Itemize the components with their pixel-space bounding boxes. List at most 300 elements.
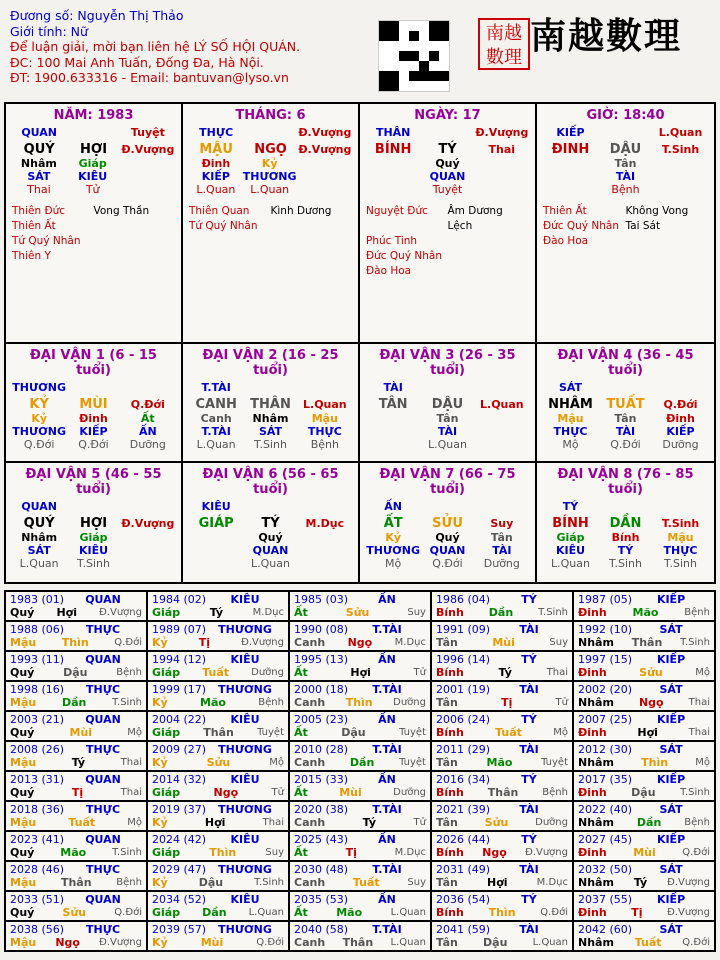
hidden-item: Tuyệt (432, 183, 463, 196)
year-god: THỰC (86, 683, 121, 696)
dv-phase: Q.Đới (663, 398, 698, 411)
dv-hidden-row (543, 438, 708, 451)
year-branch: Mùi (633, 846, 656, 859)
dai-van-3 (537, 344, 714, 461)
hidden-item: Thai (27, 183, 51, 196)
pillar-3 (537, 104, 714, 342)
year-label: 2031 (49) (436, 863, 491, 876)
star: Kình Dương (270, 205, 332, 217)
star: Đào Hoa (366, 265, 412, 277)
year-body (578, 756, 710, 769)
year-head (152, 653, 284, 666)
year-body (578, 936, 710, 949)
dv-hidden-item: Quý (435, 531, 460, 544)
year-phase: L.Quan (390, 937, 426, 948)
year-god: THỰC (86, 863, 121, 876)
year-god: SÁT (659, 743, 683, 756)
year-head (436, 743, 568, 756)
year-stem: Kỷ (152, 636, 168, 649)
year-god: KIẾP (656, 833, 686, 846)
year-god: TÀI (519, 743, 539, 756)
year-phase: L.Quan (390, 907, 426, 918)
dv-hidden-row (366, 531, 529, 544)
dai-van-title: ĐẠI VẬN 5 (46 - 55 tuổi) (25, 467, 162, 497)
year-cell (289, 831, 431, 861)
dv-branch: HỢI (79, 516, 108, 531)
year-branch: Mùi (69, 726, 93, 739)
year-body (10, 786, 142, 799)
year-label: 2036 (54) (436, 893, 491, 906)
year-label: 1995 (13) (294, 653, 349, 666)
year-stem: Canh (294, 756, 326, 769)
dv-hidden-row (366, 438, 529, 451)
year-body (436, 906, 568, 919)
year-stem: Giáp (152, 606, 181, 619)
year-body (10, 816, 142, 829)
year-stem: Ất (294, 726, 308, 739)
year-head (10, 623, 142, 636)
year-cell (289, 771, 431, 801)
dv-stem: ẤT (383, 516, 403, 531)
year-label: 2041 (59) (436, 923, 491, 936)
year-body (436, 786, 568, 799)
dv-hidden-row (543, 544, 708, 557)
year-god: T.TÀI (372, 863, 402, 876)
year-head (152, 683, 284, 696)
year-god: TÝ (521, 773, 537, 786)
star: Tứ Quý Nhân (189, 220, 258, 232)
pillar-title: NĂM: 1983 (53, 108, 134, 123)
dv-hidden-item: THƯƠNG (12, 425, 67, 438)
year-phase: M.Dục (252, 607, 284, 618)
dv-hidden-item: T.Sinh (254, 438, 287, 451)
dv-top-row (189, 381, 352, 394)
pillar-hidden-row (543, 157, 708, 170)
year-branch: Ngọ (213, 786, 239, 799)
year-branch: Dần (636, 816, 662, 829)
year-phase: Q.Đới (682, 937, 710, 948)
year-label: 2029 (47) (152, 863, 207, 876)
year-phase: L.Quan (248, 907, 284, 918)
year-cell (573, 651, 715, 681)
pillar-title: THÁNG: 6 (235, 108, 306, 123)
year-stem: Giáp (152, 726, 181, 739)
dai-van-title: ĐẠI VẬN 8 (76 - 85 tuổi) (557, 467, 694, 497)
dv-hidden-row (189, 531, 352, 544)
year-label: 2022 (40) (578, 803, 633, 816)
dv-hidden-row (366, 557, 529, 570)
year-god: THƯƠNG (218, 623, 272, 636)
year-head (436, 713, 568, 726)
year-cell (431, 861, 573, 891)
year-body (10, 606, 142, 619)
pillar-hidden-row (189, 157, 297, 170)
dv-hidden-row (12, 425, 175, 438)
year-head (294, 653, 426, 666)
year-phase: Mộ (127, 817, 142, 828)
dv-hidden-item: T.Sinh (664, 557, 697, 570)
year-god: THỰC (86, 803, 121, 816)
hidden-item: Đinh (201, 157, 231, 170)
year-god: THỰC (86, 923, 121, 936)
year-cell (289, 801, 431, 831)
chart-grid (4, 102, 716, 584)
year-phase: Đ.Vượng (667, 907, 710, 918)
pillar-stem: ĐINH (551, 142, 590, 157)
year-phase: Q.Đới (540, 907, 568, 918)
dv-hidden-item: TÀI (437, 425, 458, 438)
yearly-table (4, 590, 716, 952)
year-stem: Tân (436, 636, 458, 649)
pillar-god: KIẾP (556, 126, 585, 139)
year-cell (5, 891, 147, 921)
year-head (10, 683, 142, 696)
dv-stem: BÍNH (552, 516, 589, 531)
year-branch: Dần (349, 756, 375, 769)
dai-van-0 (6, 344, 183, 461)
year-branch: Tý (71, 756, 86, 769)
year-stem: Mậu (10, 816, 37, 829)
year-phase: T.Sinh (254, 877, 284, 888)
year-cell (431, 711, 573, 741)
star: Thiên Ất (12, 220, 56, 232)
year-stem: Bính (436, 606, 464, 619)
dv-hidden-item: Bính (611, 531, 640, 544)
year-branch: Mùi (339, 786, 362, 799)
year-label: 2034 (52) (152, 893, 207, 906)
year-body (578, 816, 710, 829)
year-stem: Đinh (578, 606, 607, 619)
hidden-item: Nhâm (20, 157, 57, 170)
pillar-main-row (543, 142, 708, 157)
year-body (294, 696, 426, 709)
star: Thiên Quan (189, 205, 250, 217)
year-branch: Mão (200, 696, 226, 709)
year-god: QUAN (85, 773, 121, 786)
year-god: ẤN (378, 893, 396, 906)
dv-hidden-item: Giáp (556, 531, 585, 544)
year-stem: Giáp (152, 906, 181, 919)
year-label: 2006 (24) (436, 713, 491, 726)
hidden-item: THƯƠNG (242, 170, 297, 183)
year-label: 2015 (33) (294, 773, 349, 786)
year-god: THƯƠNG (218, 743, 272, 756)
year-body (436, 666, 568, 679)
year-head (152, 893, 284, 906)
year-head (10, 923, 142, 936)
year-stem: Bính (436, 846, 464, 859)
year-body (578, 726, 710, 739)
dv-hidden-row (12, 544, 175, 557)
year-stem: Quý (10, 606, 35, 619)
year-phase: Suy (407, 607, 426, 618)
year-branch: Ngọ (482, 846, 507, 859)
year-body (10, 846, 142, 859)
dv-stem: NHÂM (548, 397, 593, 412)
dv-branch: DẦN (609, 516, 642, 531)
year-god: KIÊU (230, 773, 260, 786)
contact-note: Để luận giải, mời bạn liên hệ LÝ SỐ HỘI QUÁN. (10, 39, 301, 54)
year-cell (147, 681, 289, 711)
year-label: 1991 (09) (436, 623, 491, 636)
year-branch: Dậu (341, 726, 366, 739)
pillar-hidden-row (366, 183, 529, 196)
year-cell (573, 741, 715, 771)
year-phase: Bệnh (116, 667, 142, 678)
year-body (10, 756, 142, 769)
pillar-god: THỰC (199, 126, 234, 139)
dv-hidden-row (189, 544, 352, 557)
year-branch: Tuất (68, 816, 96, 829)
year-branch: Thân (203, 726, 234, 739)
year-god: T.TÀI (372, 623, 402, 636)
dv-hidden-item: SÁT (27, 544, 51, 557)
year-phase: Đ.Vượng (667, 877, 710, 888)
dv-hidden-item: T.Sinh (77, 557, 110, 570)
dv-top-row (189, 500, 352, 513)
year-body (152, 786, 284, 799)
year-label: 2038 (56) (10, 923, 65, 936)
year-branch: Tị (501, 696, 513, 709)
year-phase: Q.Đới (682, 847, 710, 858)
year-phase: Bệnh (116, 877, 142, 888)
year-cell (5, 591, 147, 621)
year-phase: M.Dục (394, 637, 426, 648)
pillar-stars (543, 204, 708, 249)
year-branch: Tị (71, 786, 84, 799)
pillar-stem: QUÝ (23, 142, 55, 157)
year-head (294, 743, 426, 756)
year-cell (431, 741, 573, 771)
year-label: 2021 (39) (436, 803, 491, 816)
year-god: THƯƠNG (218, 803, 272, 816)
year-label: 2007 (25) (578, 713, 633, 726)
year-cell (431, 771, 573, 801)
star (94, 249, 176, 264)
year-phase: Tuyệt (399, 757, 426, 768)
year-body (578, 846, 710, 859)
year-god: THỰC (86, 623, 121, 636)
year-phase: Thai (546, 667, 568, 678)
year-stem: Mậu (10, 876, 37, 889)
dv-hidden-item: Nhâm (252, 412, 289, 425)
year-stem: Canh (294, 636, 326, 649)
year-stem: Đinh (578, 666, 607, 679)
year-branch: Dậu (63, 666, 88, 679)
year-cell (431, 621, 573, 651)
pillar-main-row (189, 142, 352, 157)
year-phase: Tuyệt (541, 757, 568, 768)
dv-phase: T.Sinh (661, 517, 700, 530)
year-body (294, 876, 426, 889)
year-head (152, 623, 284, 636)
pillar-hidden-row (12, 183, 120, 196)
dai-van-7 (537, 463, 714, 582)
hidden-item: SÁT (27, 170, 51, 183)
year-cell (289, 741, 431, 771)
year-head (578, 833, 710, 846)
year-god: TÝ (521, 833, 537, 846)
star (94, 234, 176, 249)
dv-hidden-row (189, 412, 352, 425)
year-branch: Tuất (634, 936, 662, 949)
year-body (152, 876, 284, 889)
dv-stem: KỶ (29, 397, 49, 412)
dv-branch: MÙI (79, 397, 108, 412)
year-cell (289, 681, 431, 711)
year-head (294, 773, 426, 786)
year-cell (431, 801, 573, 831)
year-label: 2023 (41) (10, 833, 65, 846)
hidden-item: Tử (85, 183, 100, 196)
dv-phase: L.Quan (480, 398, 524, 411)
year-stem: Canh (294, 696, 326, 709)
dv-god: SÁT (558, 381, 583, 394)
year-god: THƯƠNG (218, 863, 272, 876)
year-cell (147, 891, 289, 921)
year-body (436, 876, 568, 889)
year-branch: Sửu (345, 606, 370, 619)
pillar-phase: Tuyệt (130, 126, 165, 139)
dai-van-6 (360, 463, 537, 582)
year-branch: Tý (633, 876, 648, 889)
pillar-top-row (543, 126, 708, 139)
year-branch: Hợi (350, 666, 371, 679)
year-body (152, 636, 284, 649)
year-cell (573, 891, 715, 921)
dv-hidden-item: THỰC (307, 425, 342, 438)
year-branch: Dần (202, 906, 227, 919)
year-stem: Nhâm (578, 696, 614, 709)
year-label: 1997 (15) (578, 653, 633, 666)
year-label: 1983 (01) (10, 593, 65, 606)
year-head (436, 803, 568, 816)
year-head (294, 923, 426, 936)
star: Thiên Đức (12, 205, 66, 217)
dv-hidden-item: Canh (200, 412, 232, 425)
dv-hidden-item: THỰC (663, 544, 698, 557)
dv-hidden-item: TÀI (492, 544, 512, 557)
year-cell (5, 861, 147, 891)
year-body (436, 726, 568, 739)
year-body (294, 726, 426, 739)
year-stem: Giáp (152, 786, 181, 799)
dv-god: ẤN (384, 500, 403, 513)
dv-hidden-item: Nhâm (21, 531, 58, 544)
dv-hidden-row (366, 425, 529, 438)
dv-hidden-row (543, 557, 708, 570)
year-phase: Đ.Vượng (99, 607, 142, 618)
year-label: 2024 (42) (152, 833, 207, 846)
dv-hidden-item: QUAN (252, 544, 289, 557)
year-head (294, 863, 426, 876)
year-stem: Kỷ (152, 816, 168, 829)
year-phase: Thai (688, 697, 710, 708)
star: Âm Dương Lệch (447, 205, 503, 232)
dv-hidden-item: Dưỡng (483, 557, 520, 570)
hidden-item: Bệnh (611, 183, 640, 196)
year-branch: Dậu (631, 786, 656, 799)
star (448, 234, 530, 249)
year-head (152, 803, 284, 816)
seal-stamp-icon: 南越 數理 (478, 18, 530, 70)
year-head (578, 923, 710, 936)
year-cell (573, 591, 715, 621)
star: Đào Hoa (543, 235, 589, 247)
year-phase: Thai (120, 757, 142, 768)
dv-branch: THÂN (250, 397, 291, 412)
year-god: TÀI (519, 623, 539, 636)
pillar-top-row (12, 126, 175, 139)
star: Tai Sát (625, 220, 661, 232)
dai-van-4 (6, 463, 183, 582)
year-stem: Đinh (578, 906, 607, 919)
dv-hidden-item: THỰC (553, 425, 588, 438)
year-head (578, 593, 710, 606)
person-name: Đương số: Nguyễn Thị Thảo (10, 8, 184, 23)
year-body (578, 606, 710, 619)
year-god: ẤN (378, 773, 396, 786)
dv-hidden-item: Q.Đới (432, 557, 463, 570)
year-label: 2035 (53) (294, 893, 349, 906)
year-god: T.TÀI (372, 683, 402, 696)
year-head (10, 593, 142, 606)
dv-hidden-item: T.Sinh (609, 557, 642, 570)
year-body (294, 786, 426, 799)
dv-branch: DẬU (431, 397, 464, 412)
dv-stem: CANH (195, 397, 237, 412)
year-god: THƯƠNG (218, 923, 272, 936)
dv-top-row (12, 500, 175, 513)
year-body (10, 666, 142, 679)
year-god: KIÊU (230, 593, 260, 606)
year-branch: Thân (631, 636, 663, 649)
year-body (152, 666, 284, 679)
pillar-hidden-row (543, 170, 708, 183)
year-cell (5, 711, 147, 741)
year-god: QUAN (85, 653, 121, 666)
year-phase: Mộ (695, 667, 710, 678)
year-phase: Tử (271, 787, 284, 798)
year-phase: Mộ (695, 757, 710, 768)
pillar-phase: Đ.Vượng (298, 126, 352, 139)
dv-main-row (366, 516, 529, 531)
year-branch: Sửu (62, 906, 87, 919)
star (94, 219, 176, 234)
year-body (578, 876, 710, 889)
year-god: ẤN (378, 833, 396, 846)
hidden-item: L.Quan (250, 183, 290, 196)
pillar-title: GIỜ: 18:40 (586, 108, 665, 123)
year-god: THƯƠNG (218, 683, 272, 696)
year-stem: Nhâm (578, 876, 614, 889)
year-stem: Đinh (578, 726, 607, 739)
dv-branch: TÝ (261, 516, 280, 531)
dv-hidden-item: Ất (140, 412, 155, 425)
year-label: 2000 (18) (294, 683, 349, 696)
dv-main-row (189, 516, 352, 531)
year-stem: Quý (10, 666, 35, 679)
dv-hidden-row (12, 531, 175, 544)
year-stem: Canh (294, 876, 326, 889)
year-god: KIÊU (230, 653, 260, 666)
year-head (294, 713, 426, 726)
year-branch: Tị (198, 636, 211, 649)
year-stem: Mậu (10, 936, 37, 949)
year-label: 2014 (32) (152, 773, 207, 786)
dv-main-row (366, 397, 529, 412)
dv-hidden-item: Mậu (667, 531, 694, 544)
